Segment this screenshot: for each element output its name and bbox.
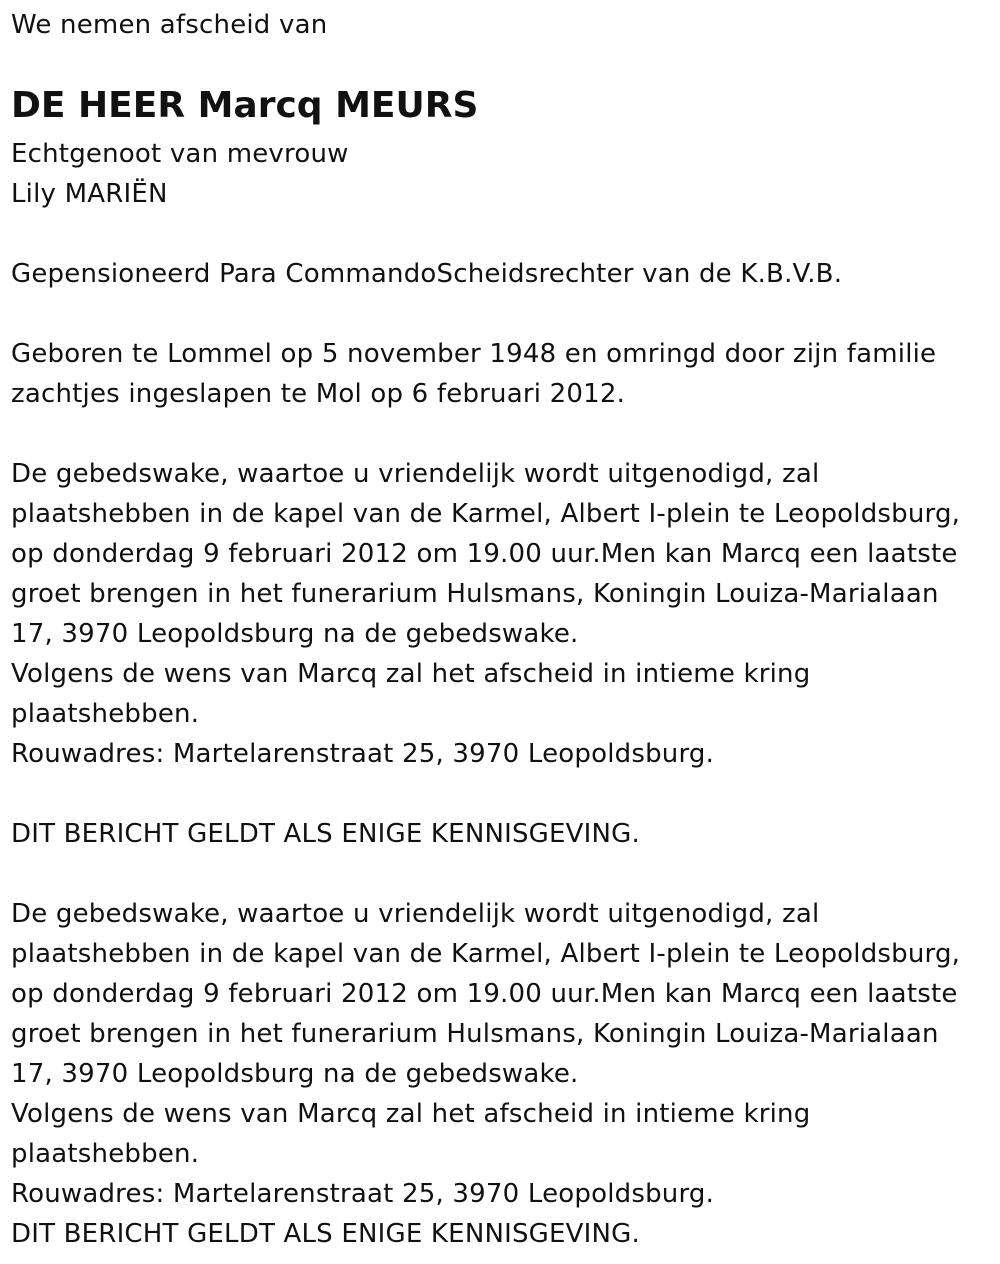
wake-paragraph-2-line-7: plaatshebben. [11,1139,200,1169]
wake-paragraph-2-line-5: 17, 3970 Leopoldsburg na de gebedswake. [11,1059,579,1089]
wake-paragraph-1-line-8: Rouwadres: Martelarenstraat 25, 3970 Leopoldsburg. [11,739,715,769]
wake-paragraph-1-line-7: plaatshebben. [11,699,200,729]
spouse-line-2: Lily MARIËN [11,179,168,209]
wake-paragraph-1-line-1: De gebedswake, waartoe u vriendelijk wordt uitgenodigd, zal [11,459,820,489]
wake-paragraph-2-line-8: Rouwadres: Martelarenstraat 25, 3970 Leopoldsburg. [11,1179,715,1209]
wake-paragraph-1-line-6: Volgens de wens van Marcq zal het afscheid in intieme kring [11,659,811,689]
wake-paragraph-2-line-1: De gebedswake, waartoe u vriendelijk wordt uitgenodigd, zal [11,899,820,929]
deceased-name: DE HEER Marcq MEURS [11,85,479,126]
wake-paragraph-2-line-4: groet brengen in het funerarium Hulsmans, Koningin Louiza-Marialaan [11,1019,939,1049]
wake-paragraph-2-line-3: op donderdag 9 februari 2012 om 19.00 uur.Men kan Marcq een laatste [11,979,958,1009]
notice-text-1: DIT BERICHT GELDT ALS ENIGE KENNISGEVING. [11,819,640,849]
birth-death-line-2: zachtjes ingeslapen te Mol op 6 februari 2012. [11,379,626,409]
wake-paragraph-1-line-4: groet brengen in het funerarium Hulsmans, Koningin Louiza-Marialaan [11,579,939,609]
wake-paragraph-1-line-5: 17, 3970 Leopoldsburg na de gebedswake. [11,619,579,649]
wake-paragraph-1-line-3: op donderdag 9 februari 2012 om 19.00 uur.Men kan Marcq een laatste [11,539,958,569]
occupation-text: Gepensioneerd Para CommandoScheidsrechter van de K.B.V.B. [11,259,843,289]
wake-paragraph-2-line-6: Volgens de wens van Marcq zal het afscheid in intieme kring [11,1099,811,1129]
wake-paragraph-1-line-2: plaatshebben in de kapel van de Karmel, Albert I-plein te Leopoldsburg, [11,499,961,529]
spouse-line-1: Echtgenoot van mevrouw [11,139,349,169]
wake-paragraph-2-line-2: plaatshebben in de kapel van de Karmel, Albert I-plein te Leopoldsburg, [11,939,961,969]
notice-text-2: DIT BERICHT GELDT ALS ENIGE KENNISGEVING. [11,1219,640,1249]
intro-text: We nemen afscheid van [11,10,328,40]
birth-death-line-1: Geboren te Lommel op 5 november 1948 en omringd door zijn familie [11,339,937,369]
